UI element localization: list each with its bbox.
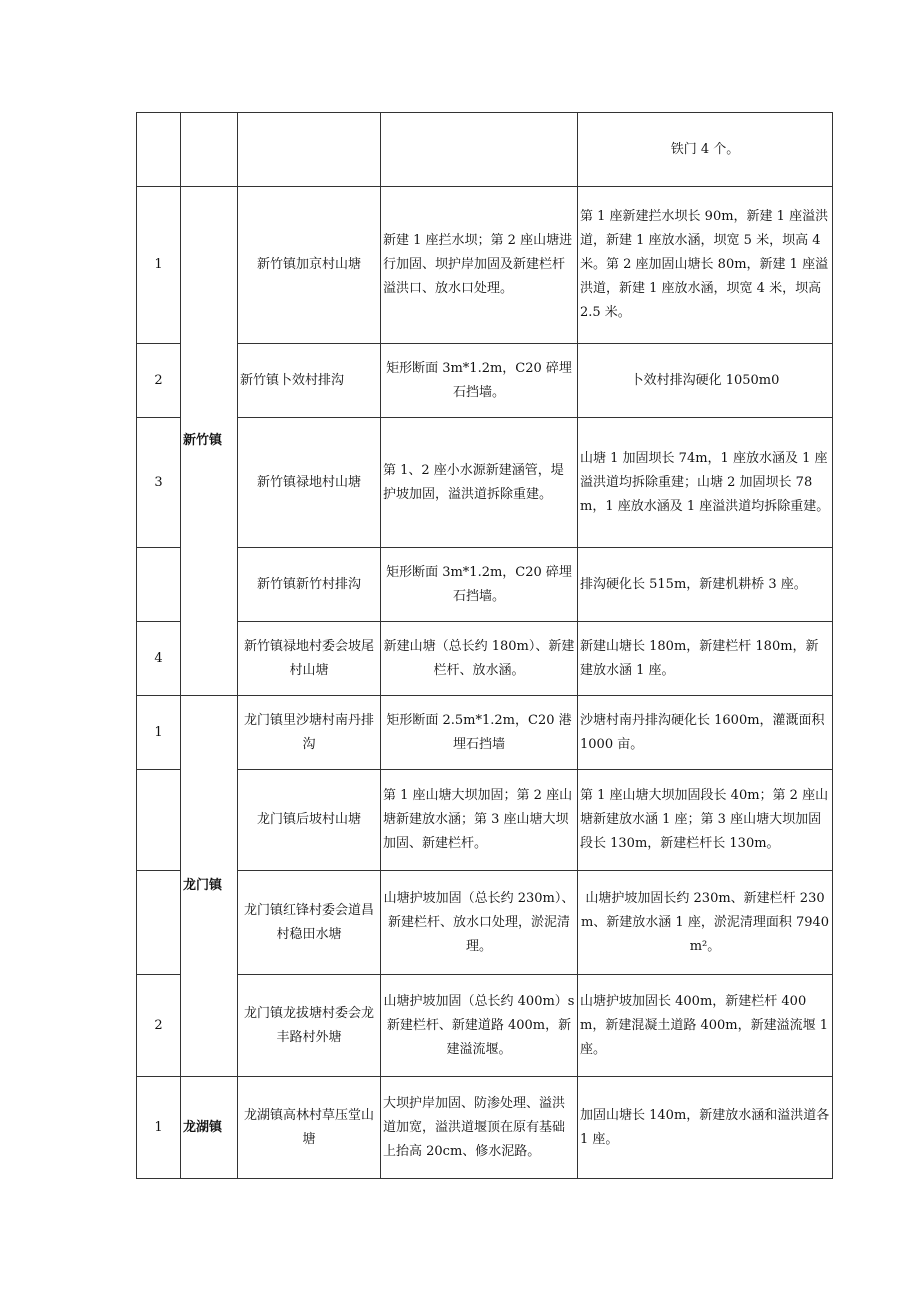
row-number: 1: [137, 187, 181, 344]
row-number: [137, 871, 181, 975]
table-row: [137, 418, 833, 548]
project-detail: 山塘护坡加固长 400m，新建栏杆 400m，新建混凝土道路 400m，新建溢流堰 1 座。: [578, 975, 833, 1077]
town-name: 龙门镇: [181, 696, 238, 1077]
town-name: 龙湖镇: [181, 1077, 238, 1179]
project-name: 龙湖镇高林村草压堂山塘: [238, 1077, 381, 1179]
row-number: 2: [137, 344, 181, 418]
row-number: [137, 548, 181, 622]
project-plan: 第 1、2 座小水源新建涵管，堤护坡加固，溢洪道拆除重建。: [381, 418, 578, 548]
project-name: 新竹镇加京村山塘: [238, 187, 381, 344]
row-number: [137, 770, 181, 871]
project-plan: 矩形断面 3m*1.2m，C20 碎埋石挡墙。: [381, 548, 578, 622]
project-name: 新竹镇禄地村山塘: [238, 418, 381, 548]
project-plan: 山塘护坡加固（总长约 400m）s 新建栏杆、新建道路 400m，新建溢流堰。: [381, 975, 578, 1077]
project-detail: 加固山塘长 140m，新建放水涵和溢洪道各 1 座。: [578, 1077, 833, 1179]
project-name: 龙门镇里沙塘村南丹排沟: [238, 696, 381, 770]
project-detail: 山塘护坡加固长约 230m、新建栏杆 230m、新建放水涵 1 座，淤泥清理面积 7940m²。: [578, 871, 833, 975]
project-name: 龙门镇龙拔塘村委会龙丰路村外塘: [238, 975, 381, 1077]
project-plan: 山塘护坡加固（总长约 230m）、新建栏杆、放水口处理，淤泥清理。: [381, 871, 578, 975]
table-row: [137, 696, 833, 770]
project-name: 新竹镇卜效村排沟: [238, 344, 381, 418]
table-row: [137, 113, 833, 187]
project-name: 新竹镇禄地村委会坡尾村山塘: [238, 622, 381, 696]
project-plan: 新建 1 座拦水坝；第 2 座山塘进行加固、坝护岸加固及新建栏杆溢洪口、放水口处理。: [381, 187, 578, 344]
project-name: [238, 113, 381, 187]
row-number: [137, 113, 181, 187]
project-name: 龙门镇后坡村山塘: [238, 770, 381, 871]
project-table: [136, 112, 833, 1179]
project-detail: 新建山塘长 180m，新建栏杆 180m，新建放水涵 1 座。: [578, 622, 833, 696]
project-plan: 大坝护岸加固、防渗处理、溢洪道加宽，溢洪道堰顶在原有基础上抬高 20cm、修水泥路。: [381, 1077, 578, 1179]
project-detail: 山塘 1 加固坝长 74m，1 座放水涵及 1 座溢洪道均拆除重建；山塘 2 加固坝长 78m，1 座放水涵及 1 座溢洪道均拆除重建。: [578, 418, 833, 548]
table-row: [137, 622, 833, 696]
row-number: 1: [137, 1077, 181, 1179]
town-cell: [181, 113, 238, 187]
project-detail: 第 1 座新建拦水坝长 90m，新建 1 座溢洪道，新建 1 座放水涵，坝宽 5 米，坝高 4 米。第 2 座加固山塘长 80m，新建 1 座溢洪道，新建 1 座放水涵，坝宽 4 米，坝高 2.5 米。: [578, 187, 833, 344]
project-name: 龙门镇红锋村委会道昌村稳田水塘: [238, 871, 381, 975]
table-row: [137, 344, 833, 418]
table-row: [137, 1077, 833, 1179]
project-plan: 第 1 座山塘大坝加固；第 2 座山塘新建放水涵；第 3 座山塘大坝加固、新建栏杆。: [381, 770, 578, 871]
row-number: 3: [137, 418, 181, 548]
table-row: [137, 871, 833, 975]
project-detail: 第 1 座山塘大坝加固段长 40m；第 2 座山塘新建放水涵 1 座；第 3 座山塘大坝加固段长 130m，新建栏杆长 130m。: [578, 770, 833, 871]
project-plan: [381, 113, 578, 187]
town-name: 新竹镇: [181, 187, 238, 696]
project-plan: 矩形断面 2.5m*1.2m，C20 港埋石挡墙: [381, 696, 578, 770]
project-plan: 矩形断面 3m*1.2m，C20 碎埋石挡墙。: [381, 344, 578, 418]
table-row: [137, 187, 833, 344]
project-detail: 卜效村排沟硬化 1050m0: [578, 344, 833, 418]
table-row: [137, 975, 833, 1077]
row-number: 1: [137, 696, 181, 770]
table-row: [137, 548, 833, 622]
project-detail: 铁门 4 个。: [578, 113, 833, 187]
project-name: 新竹镇新竹村排沟: [238, 548, 381, 622]
table-row: [137, 770, 833, 871]
row-number: 2: [137, 975, 181, 1077]
project-detail: 沙塘村南丹排沟硬化长 1600m，灌溉面积 1000 亩。: [578, 696, 833, 770]
row-number: 4: [137, 622, 181, 696]
project-plan: 新建山塘（总长约 180m）、新建栏杆、放水涵。: [381, 622, 578, 696]
project-detail: 排沟硬化长 515m，新建机耕桥 3 座。: [578, 548, 833, 622]
